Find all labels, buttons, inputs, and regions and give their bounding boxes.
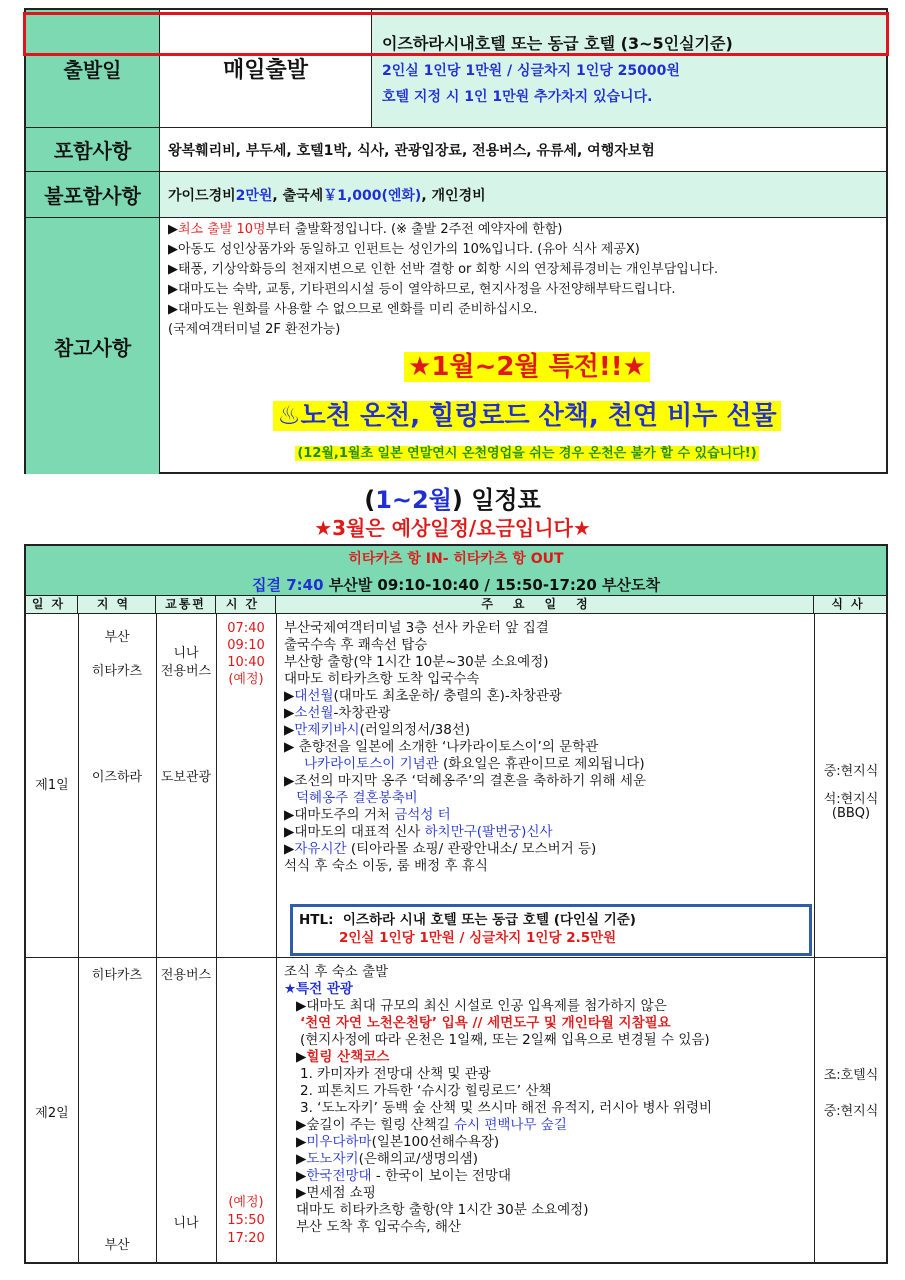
day-2-item: ▶면세점 쇼핑 — [296, 1185, 376, 1201]
day-1-time-2: 09:10 — [227, 638, 265, 653]
title-open: ( — [364, 486, 376, 514]
day-1-time-1: 07:40 — [227, 621, 265, 636]
departure-label: 출발일 — [26, 10, 160, 127]
promo-title-text: ★1월~2월 특전!!★ — [404, 352, 650, 382]
day-1-item: ▶대선월(대마도 최초운하/ 충렬의 혼)-차창관광 — [284, 688, 562, 704]
day-2-item: ‘천연 자연 노천온천탕’ 입욕 // 세면도구 및 개인타월 지참필요 — [300, 1015, 671, 1031]
day-1-meal-bbq: (BBQ) — [831, 806, 871, 821]
col-time: 시간 — [216, 596, 276, 613]
guide-fee: 2만원 — [235, 187, 273, 204]
free-time: 자유시간 — [294, 841, 347, 857]
spot-korea-observatory-desc: - 한국이 보이는 전망대 — [371, 1168, 512, 1184]
day-2-label: 제2일 — [35, 1106, 69, 1121]
day-1-item: 덕혜옹주 결혼봉축비 — [296, 790, 418, 806]
day-1-item: ▶조선의 마지막 옹주 ‘덕혜옹주’의 결혼을 축하하기 위해 세운 — [284, 773, 646, 789]
notes-row — [26, 218, 886, 474]
day-2-item: 2. 피톤치드 가득한 ‘슈시강 힐링로드’ 산책 — [300, 1083, 552, 1099]
day-1-item — [284, 824, 553, 841]
day-2-item: ▶도노자키(은해의교/생명의샘) — [296, 1151, 478, 1167]
day-1-item: 부산국제여객터미널 3층 선사 카운터 앞 집결 — [284, 620, 549, 636]
min-departure: 최소 출발 10명 — [178, 222, 266, 237]
excluded-label: 불포함사항 — [26, 172, 160, 217]
hotel-line-2: 2인실 1인당 1만원 / 싱글차지 1인당 2.5만원 — [339, 930, 617, 946]
hotel-line-3: 호텔 지정 시 1인 1만원 추가차지 있습니다. — [382, 89, 653, 105]
departure-value: 매일출발 — [160, 10, 372, 127]
promo-title — [168, 346, 886, 383]
spot-soseonwol-desc: -차창관광 — [333, 705, 391, 721]
spot-cypress-path: 슈시 편백나무 숲길 — [453, 1117, 567, 1133]
note-line-4: ▶대마도는 숙박, 교통, 기타편의시설 등이 열악하므로, 현지사정을 사전양해부탁드립니다. — [168, 282, 676, 297]
included-value: 왕복훼리비, 부두세, 호텔1박, 식사, 관광입장료, 전용버스, 유류세, 여행자보험 — [168, 142, 655, 159]
schedule-title — [0, 480, 905, 515]
spot-miuda: 미우다하마 — [306, 1134, 372, 1150]
day-2-time-3: 17:20 — [227, 1231, 265, 1246]
day-1-item: 대마도 히타카츠항 도착 입국수속 — [284, 671, 480, 687]
day-1-item: ▶자유시간 (티아라몰 쇼핑/ 관광안내소/ 모스버거 등) — [284, 841, 597, 857]
day-2-region-busan: 부산 — [104, 1238, 130, 1253]
spot-daeseonwol: 대선월 — [294, 688, 334, 704]
note-line-5: ▶대마도는 원화를 사용할 수 없으므로 엔화를 미리 준비하십시오. — [168, 302, 538, 317]
day-2-item: ▶미우다하마(일본100선해수욕장) — [296, 1134, 500, 1150]
day-1-transport-bus: 전용버스 — [160, 664, 212, 679]
spot-tonosaki: 도노자키 — [306, 1151, 359, 1167]
day-2-transport-bus: 전용버스 — [160, 968, 212, 983]
hotel-line-1: 이즈하라 시내 호텔 또는 동급 호텔 (다인실 기준) — [342, 912, 636, 928]
day-1-time-3: 10:40 — [227, 655, 265, 670]
day-1-item — [284, 807, 451, 824]
col-transport: 교통편 — [156, 596, 216, 613]
hotel-box — [290, 904, 812, 956]
day-2-meal-breakfast: 조:호텔식 — [823, 1068, 879, 1083]
day-2-item: 부산 도착 후 입국수속, 해산 — [296, 1219, 461, 1235]
spot-nakarai-museum: 나카라이토스이 기념관 — [304, 756, 439, 772]
note-line-2: ▶아동도 성인상품가와 동일하고 인펀트는 성인가의 10%입니다. (유아 식사 제공X) — [168, 242, 640, 257]
day-1-label: 제1일 — [35, 778, 69, 793]
excluded-part2: , 출국세 — [272, 187, 324, 204]
spot-manzekibashi: 만제키바시 — [294, 722, 360, 738]
day-1-item: ▶ 춘향전을 일본에 소개한 ‘나카라이토스이’의 문학관 — [284, 739, 599, 755]
free-time-desc: (티아라몰 쇼핑/ 관광안내소/ 모스버거 등) — [346, 841, 597, 857]
hotel-info — [372, 10, 886, 127]
notes-content — [160, 218, 886, 474]
day-1-item: 석식 후 숙소 이동, 룸 배정 후 휴식 — [284, 858, 488, 874]
spot-kaneishi-lead: ▶대마도주의 거처 — [284, 807, 395, 823]
day-2-item: ▶대마도 최대 규모의 최신 시설로 인공 입욕제를 첨가하지 않은 — [296, 998, 667, 1014]
excluded-part1: 가이드경비 — [168, 187, 236, 204]
notes-label: 참고사항 — [26, 218, 160, 474]
schedule-header — [26, 546, 886, 596]
column-headers — [26, 596, 886, 614]
spot-hachimangu-lead: ▶대마도의 대표적 신사 — [284, 824, 425, 840]
day-1-item — [304, 756, 645, 773]
tour-info-table — [24, 8, 888, 474]
col-meal: 식사 — [831, 597, 871, 611]
departure-tax: ￥1,000(엔화) — [323, 187, 422, 204]
spot-nakarai-note: (화요일은 휴관이므로 제외됩니다) — [438, 756, 645, 772]
excluded-value — [160, 172, 886, 217]
spot-korea-observatory: 한국전망대 — [306, 1168, 372, 1184]
day-2-item: 1. 카미자카 전망대 산책 및 관광 — [300, 1066, 491, 1082]
day-1-transport-walk: 도보관광 — [160, 770, 212, 785]
day-1-region-hitakatsu: 히타카츠 — [91, 664, 143, 679]
day-1-meal-dinner: 석:현지식 — [823, 792, 879, 807]
day-2-item: ▶한국전망대 - 한국이 보이는 전망대 — [296, 1168, 512, 1184]
healing-course: 힐링 산책코스 — [306, 1049, 390, 1065]
day-1-meal-lunch: 중:현지식 — [823, 764, 879, 779]
day-1-item: ▶소선월-차창관광 — [284, 705, 391, 721]
included-label: 포함사항 — [26, 128, 160, 171]
excluded-row — [26, 172, 886, 218]
promo-benefits — [168, 395, 886, 432]
spot-manzekibashi-desc: (러일의정서/38선) — [359, 722, 471, 738]
day-1-time-4: (예정) — [228, 672, 264, 687]
day-1-item: 출국수속 후 쾌속선 탑승 — [284, 637, 428, 653]
day-2-time-2: 15:50 — [227, 1213, 265, 1228]
title-months: 1~2월 — [375, 486, 452, 514]
day-2-item: (현지사정에 따라 온천은 1일째, 또는 2일째 입욕으로 변경될 수 있음) — [300, 1032, 710, 1048]
route-text: 히타카츠 항 IN- 히타카츠 항 OUT — [348, 551, 564, 567]
day-2-meal-lunch: 중:현지식 — [823, 1104, 879, 1119]
day-2-item: 대마도 히타카츠항 출항(약 1시간 30분 소요예정) — [296, 1202, 589, 1218]
schedule-table — [24, 544, 888, 1264]
day-1-item: ▶만제키바시(러일의정서/38선) — [284, 722, 471, 738]
day-2-region-hitakatsu: 히타카츠 — [91, 968, 143, 983]
meeting-time: 집결 7:40 — [252, 576, 324, 594]
day-1-region-izuhara: 이즈하라 — [91, 770, 143, 785]
ferry-times: 부산발 09:10-10:40 / 15:50-17:20 부산도착 — [323, 576, 660, 594]
spot-cypress-lead: ▶숲길이 주는 힐링 산책길 — [296, 1117, 454, 1133]
spot-tonosaki-desc: (은해의교/생명의샘) — [358, 1151, 478, 1167]
day-2-item: ★특전 관광 — [284, 981, 353, 997]
spot-soseonwol: 소선월 — [294, 705, 334, 721]
note-line-6: (국제여객터미널 2F 환전가능) — [168, 322, 341, 337]
note-line-1: ▶최소 출발 10명부터 출발확정입니다. (※ 출발 2주전 예약자에 한함) — [168, 222, 563, 237]
col-day: 일자 — [26, 596, 78, 613]
promo-note-text: (12월,1월초 일본 연말연시 온천영업을 쉬는 경우 온천은 불가 할 수 있습니다!) — [297, 446, 757, 461]
spot-miuda-desc: (일본100선해수욕장) — [371, 1134, 500, 1150]
note-line-1-rest: 부터 출발확정입니다. (※ 출발 2주전 예약자에 한함) — [265, 222, 563, 237]
spot-daeseonwol-desc: (대마도 최초운하/ 충렬의 혼)-차창관광 — [333, 688, 562, 704]
day-2-item: 3. ‘도노자키’ 동백 숲 산책 및 쓰시마 해전 유적지, 러시아 병사 위령비 — [300, 1100, 713, 1116]
promo-benefits-text: ♨노천 온천, 힐링로드 산책, 천연 비누 선물 — [273, 401, 780, 431]
day-2-row — [26, 958, 886, 1262]
day-2-item: 조식 후 숙소 출발 — [284, 964, 389, 980]
day-1-item: 부산항 출항(약 1시간 10분~30분 소요예정) — [284, 654, 549, 670]
day-1-region-busan: 부산 — [104, 630, 130, 645]
meeting-line — [26, 574, 886, 595]
day-2-transport-nina: 니나 — [173, 1216, 199, 1231]
hotel-line-1: 이즈하라시내호텔 또는 동급 호텔 (3~5인실기준) — [382, 34, 733, 53]
note-line-3: ▶태풍, 기상악화등의 천재지변으로 인한 선박 결항 or 회항 시의 연장체류경비는 개인부담입니다. — [168, 262, 719, 277]
title-close: ) 일정표 — [451, 486, 541, 514]
col-itinerary: 주요일정 — [276, 596, 814, 613]
departure-row — [26, 10, 886, 128]
day-2-item: ▶힐링 산책코스 — [296, 1049, 390, 1065]
col-region: 지역 — [78, 596, 156, 613]
included-row — [26, 128, 886, 172]
day-1-row — [26, 614, 886, 958]
hotel-line-2: 2인실 1인당 1만원 / 싱글차지 1인당 25000원 — [382, 63, 680, 79]
excluded-part3: , 개인경비 — [421, 187, 486, 204]
spot-kaneishi: 금석성 터 — [394, 807, 451, 823]
day-1-transport-nina: 니나 — [173, 646, 199, 661]
hotel-label: HTL: — [299, 912, 334, 928]
day-2-item — [296, 1117, 567, 1134]
schedule-subtitle: ★3월은 예상일정/요금입니다★ — [314, 516, 591, 540]
promo-note — [168, 442, 886, 461]
day-2-time-1: (예정) — [228, 1195, 264, 1210]
spot-hachimangu: 하치만구(팔번궁)신사 — [424, 824, 553, 840]
